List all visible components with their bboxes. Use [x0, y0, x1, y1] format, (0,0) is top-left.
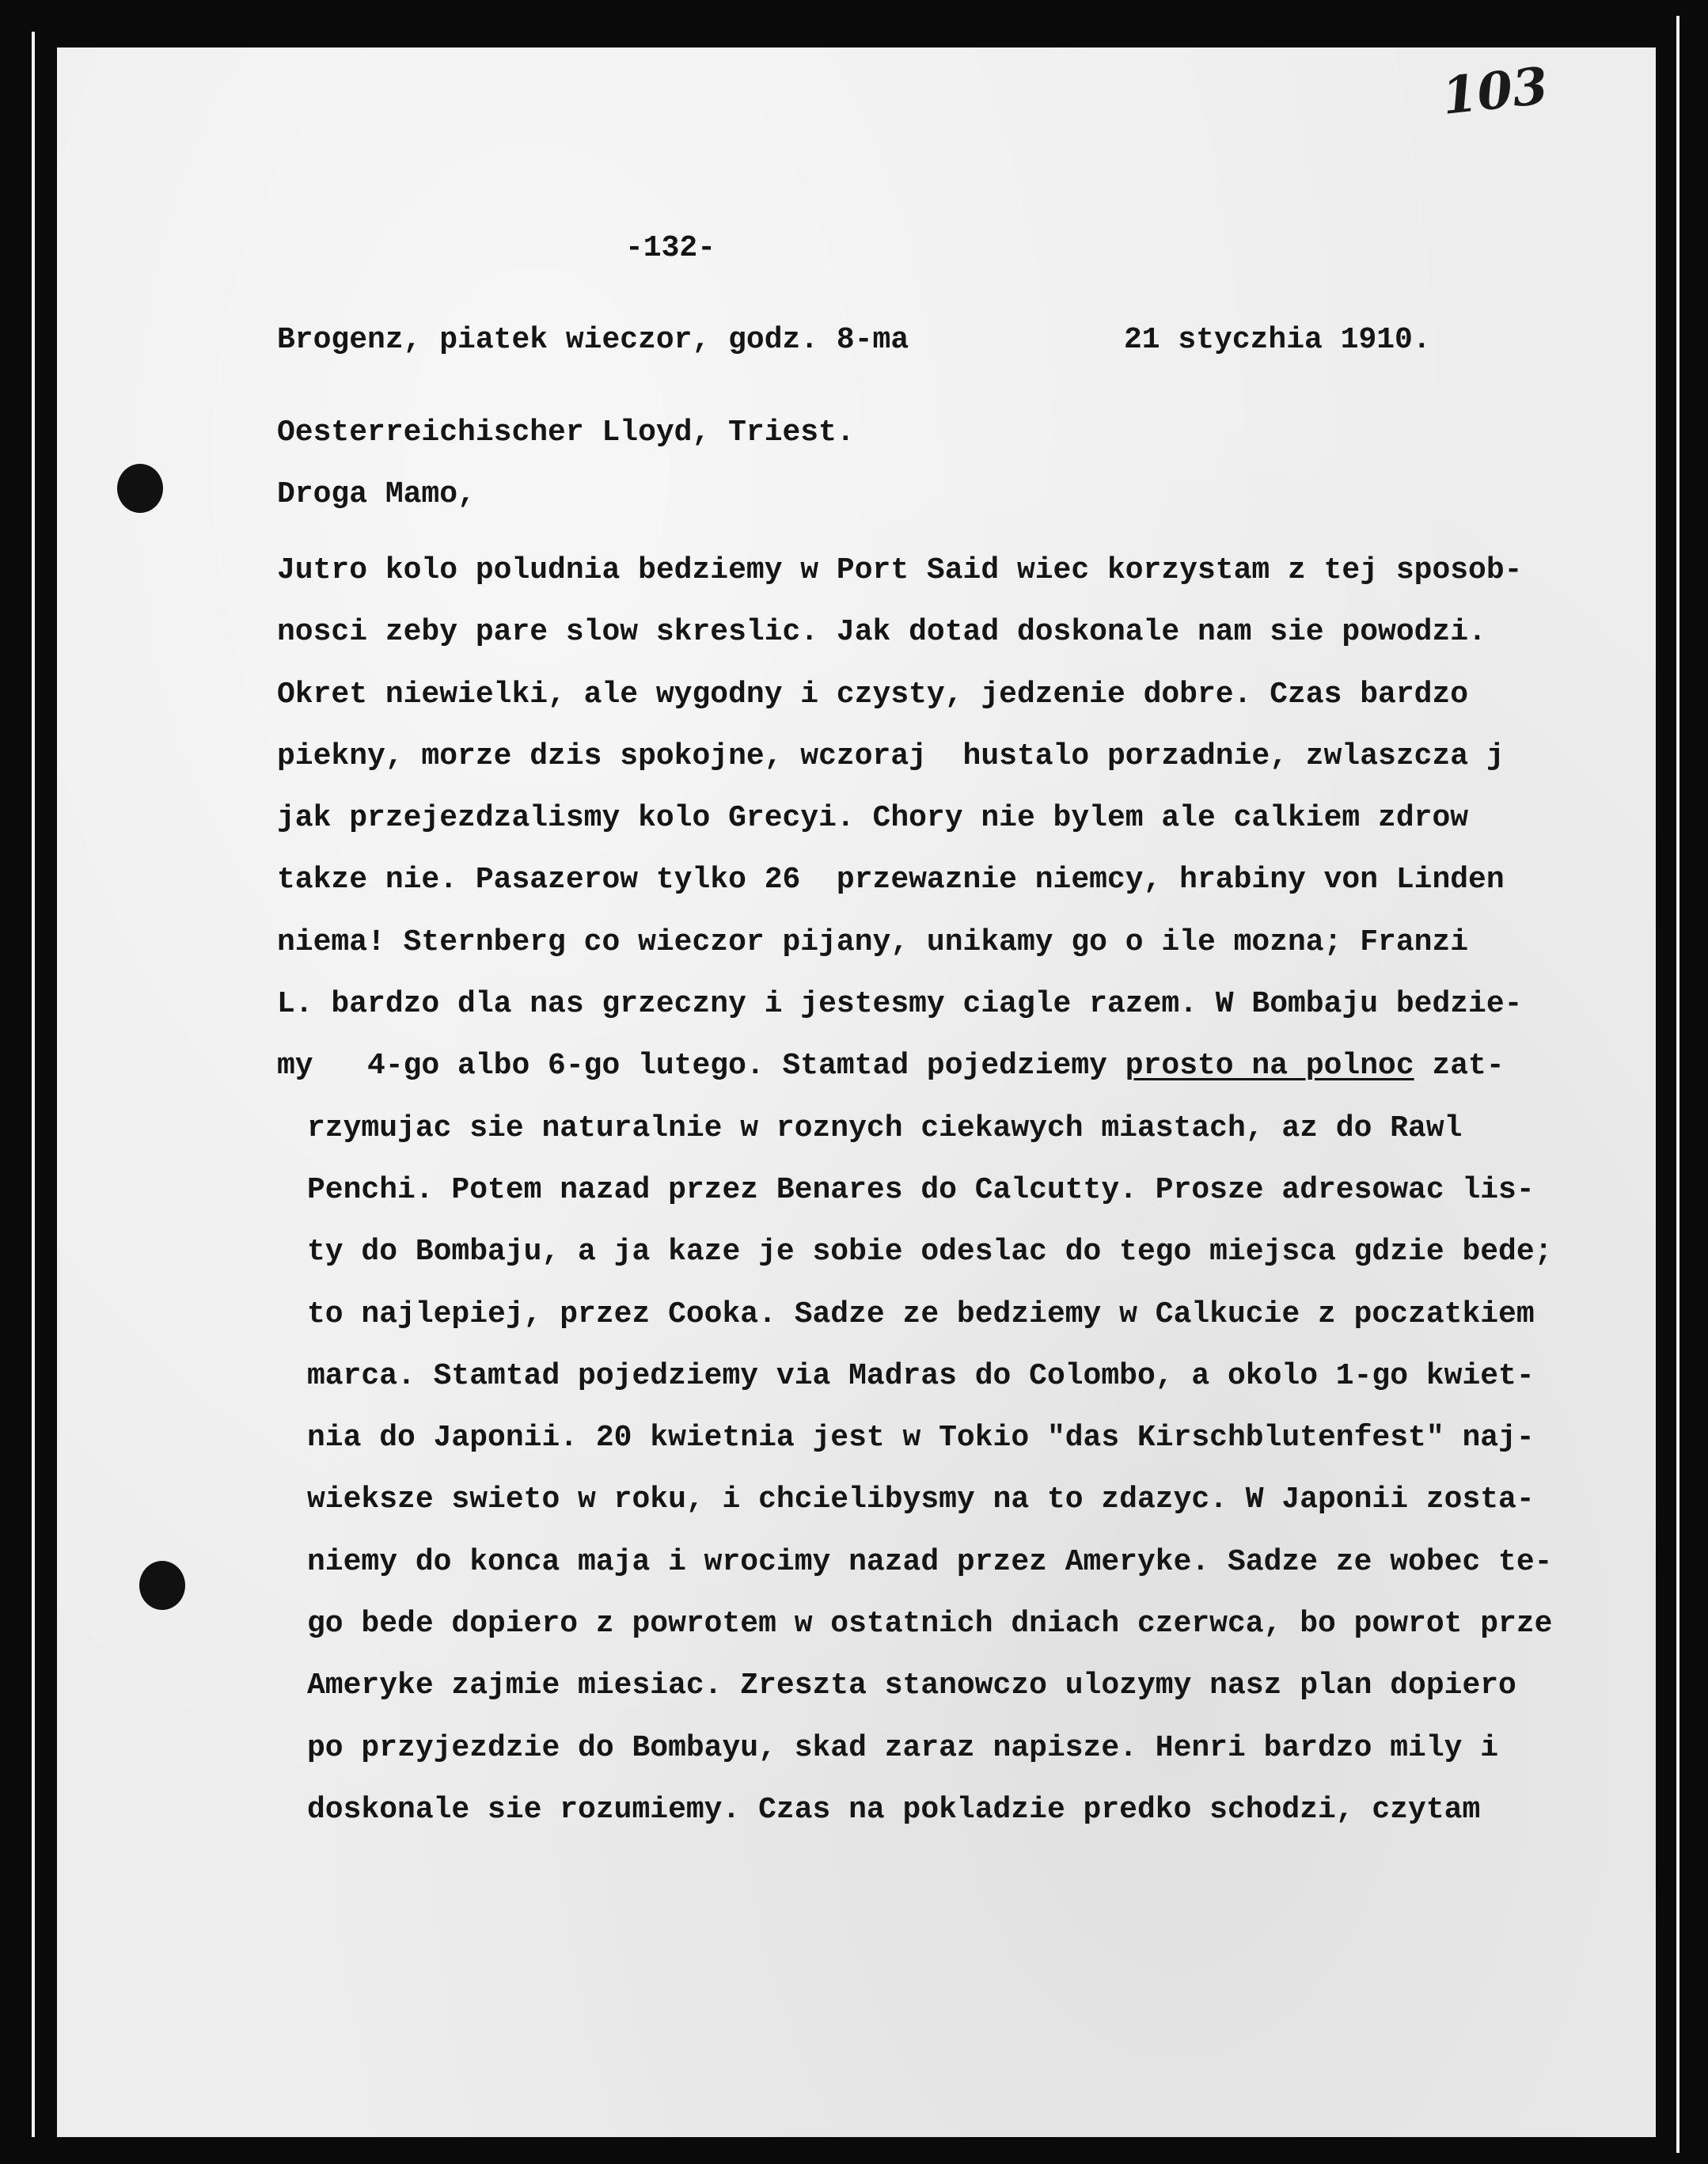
- body-line: po przyjezdzie do Bombayu, skad zaraz napisze. Henri bardzo mily i: [307, 1730, 1499, 1765]
- frame-line-right: [1676, 16, 1680, 2153]
- body-line: takze nie. Pasazerow tylko 26 przewaznie niemcy, hrabiny von Linden: [277, 863, 1505, 898]
- letter-body: [277, 540, 1552, 1841]
- body-line: ty do Bombaju, a ja kaze je sobie odeslac do tego miejsca gdzie bede;: [307, 1235, 1553, 1270]
- handwritten-folio-number: 103: [1439, 56, 1551, 127]
- body-line: jak przejezdzalismy kolo Grecyi. Chory nie bylem ale calkiem zdrow: [277, 801, 1469, 836]
- body-line: wieksze swieto w roku, i chcielibysmy na to zdazyc. W Japonii zosta-: [307, 1483, 1535, 1517]
- body-line: niemy do konca maja i wrocimy nazad przez Ameryke. Sadze ze wobec te-: [307, 1544, 1553, 1579]
- body-line: [277, 1035, 1552, 1097]
- body-line: nia do Japonii. 20 kwietnia jest w Tokio "das Kirschblutenfest" naj-: [307, 1421, 1535, 1456]
- body-line: piekny, morze dzis spokojne, wczoraj hustalo porzadnie, zwlaszcza j: [277, 738, 1505, 773]
- body-line: go bede dopiero z powrotem w ostatnich dniach czerwca, bo powrot prze: [307, 1607, 1553, 1642]
- body-line: L. bardzo dla nas grzeczny i jestesmy ciagle razem. W Bombaju bedzie-: [277, 987, 1523, 1022]
- body-line: rzymujac sie naturalnie w roznych ciekawych miastach, az do Rawl: [307, 1110, 1463, 1145]
- letter-place-time: Brogenz, piatek wieczor, godz. 8-ma: [277, 323, 909, 357]
- body-line: niema! Sternberg co wieczor pijany, unikamy go o ile mozna; Franzi: [277, 924, 1469, 959]
- punch-hole-top: [117, 464, 163, 513]
- body-line: to najlepiej, przez Cooka. Sadze ze bedziemy w Calkucie z poczatkiem: [307, 1297, 1535, 1331]
- punch-hole-bottom: [139, 1561, 185, 1610]
- underlined-phrase: prosto na polnoc: [1125, 1049, 1414, 1084]
- body-line: marca. Stamtad pojedziemy via Madras do Colombo, a okolo 1-go kwiet-: [307, 1358, 1535, 1393]
- body-line: Jutro kolo poludnia bedziemy w Port Said wiec korzystam z tej sposob-: [277, 553, 1523, 587]
- body-line: nosci zeby pare slow skreslic. Jak dotad doskonale nam sie powodzi.: [277, 615, 1486, 650]
- body-line-text: zat-: [1414, 1049, 1505, 1084]
- frame-line-left: [32, 32, 35, 2137]
- letter-salutation: Droga Mamo,: [277, 477, 476, 511]
- body-line: Okret niewielki, ale wygodny i czysty, jedzenie dobre. Czas bardzo: [277, 677, 1469, 712]
- body-line: doskonale sie rozumiemy. Czas na pokladzie predko schodzi, czytam: [307, 1792, 1481, 1827]
- body-line: Penchi. Potem nazad przez Benares do Calcutty. Prosze adresowac lis-: [307, 1172, 1535, 1207]
- letter-addressee: Oesterreichischer Lloyd, Triest.: [277, 416, 855, 450]
- body-line-text: my 4-go albo 6-go lutego. Stamtad pojedziemy: [277, 1049, 1125, 1084]
- letter-date: 21 styczhia 1910.: [1124, 323, 1431, 357]
- page-number: -132-: [625, 231, 716, 265]
- body-line: Ameryke zajmie miesiac. Zreszta stanowczo ulozymy nasz plan dopiero: [307, 1669, 1516, 1703]
